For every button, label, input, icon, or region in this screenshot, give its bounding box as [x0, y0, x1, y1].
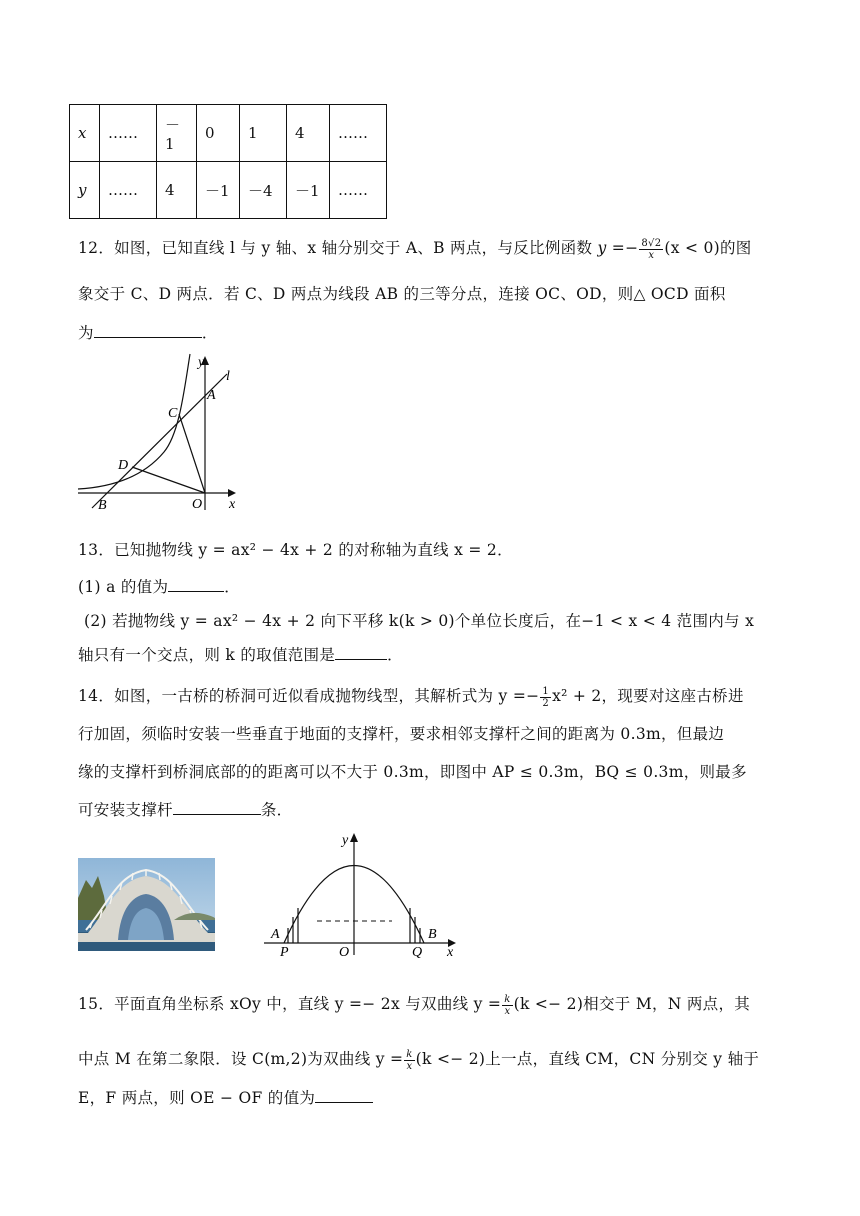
q15-text: 中点 M 在第二象限．设 C(m,2)为双曲线 y = [78, 1050, 404, 1068]
label-o: O [192, 497, 203, 512]
label-a: A [207, 388, 216, 403]
label-y: y [198, 355, 205, 370]
segment-oc [179, 414, 205, 493]
q15-line2 [78, 1047, 759, 1072]
table-cell: …… [330, 105, 387, 162]
table-cell: 0 [197, 105, 240, 162]
q13-part2-line1: (2) 若抛物线 y = ax² − 4x + 2 向下平移 k(k > 0)个单位长度后，在−1 < x < 4 范围内与 x [84, 612, 755, 630]
label-y: y [342, 833, 349, 848]
q14-text: x² + 2，现要对这座古桥进 [552, 687, 744, 705]
q13-text: (1) a 的值为 [78, 578, 169, 596]
label-d: D [118, 458, 129, 473]
table-cell: …… [100, 105, 157, 162]
q15-text: E，F 两点，则 OE − OF 的值为 [78, 1089, 316, 1107]
q12-line3 [78, 321, 218, 343]
q15-text: (k <− 2)上一点，直线 CM，CN 分别交 y 轴于 [415, 1050, 760, 1068]
answer-blank[interactable] [94, 323, 202, 338]
x-axis-arrow [228, 489, 236, 497]
q12-text: 12．如图，已知直线 l 与 y 轴、x 轴分别交于 A、B 两点，与反比例函数 [78, 239, 593, 257]
q13-part1 [78, 575, 240, 597]
q15-line3 [78, 1086, 373, 1108]
q13-text: ． [224, 578, 241, 596]
label-q: Q [412, 945, 423, 960]
q14-fraction [540, 686, 551, 709]
label-b: B [98, 498, 107, 513]
answer-blank[interactable] [168, 577, 224, 592]
q14-text: 条． [260, 801, 293, 819]
table-header-x: x [70, 105, 100, 162]
q14-line2: 行加固，须临时安装一些垂直于地面的支撑杆，要求相邻支撑杆之间的距离为 0.3m，但最边 [78, 725, 725, 743]
q13-text: ． [387, 646, 403, 664]
table-row-x [70, 105, 387, 162]
label-x: x [229, 497, 236, 512]
q15-text: (k <− 2)相交于 M，N 两点，其 [513, 995, 751, 1013]
table-cell: －1 [157, 105, 197, 162]
table-cell: 4 [157, 162, 197, 219]
answer-blank[interactable] [335, 645, 387, 660]
q12-function: y =− [597, 239, 639, 257]
hyperbola-curve [78, 354, 190, 489]
q14-line3: 缘的支撑杆到桥洞底部的的距离可以不大于 0.3m，即图中 AP ≤ 0.3m，BQ ≤ 0.3m，则最多 [78, 763, 747, 781]
q12-frac-num: 8√2 [641, 237, 662, 249]
q15-frac-den: x [406, 1060, 413, 1072]
q12-text: 为 [78, 324, 94, 342]
q12-func-suffix: (x < 0)的图 [664, 239, 752, 257]
answer-blank[interactable] [315, 1088, 373, 1103]
q15-fraction [502, 994, 512, 1017]
y-axis-arrow [350, 833, 358, 842]
q15-fraction [404, 1049, 414, 1072]
q13-line1: 13．已知抛物线 y = ax² − 4x + 2 的对称轴为直线 x = 2． [78, 541, 513, 559]
table-cell: 1 [240, 105, 287, 162]
table-cell: －4 [240, 162, 287, 219]
q13-text: 轴只有一个交点，则 k 的取值范围是 [78, 646, 336, 664]
q15-frac-num: k [406, 1048, 413, 1060]
q14-frac-den: 2 [542, 697, 550, 709]
q14-text: 可安装支撑杆 [78, 801, 173, 819]
q12-fraction [639, 238, 663, 261]
q15-line1 [78, 992, 750, 1017]
q12-line1 [78, 236, 752, 261]
table-cell: －1 [287, 162, 330, 219]
q15-frac-den: x [504, 1005, 511, 1017]
answer-blank[interactable] [173, 800, 261, 815]
q14-figure [262, 828, 462, 962]
q12-figure [74, 352, 244, 514]
label-p: P [280, 945, 289, 960]
label-a: A [271, 927, 280, 942]
table-cell: －1 [197, 162, 240, 219]
label-o: O [339, 945, 350, 960]
q14-text: 14．如图，一古桥的桥洞可近似看成抛物线型，其解析式为 y =− [78, 687, 540, 705]
q12-line2: 象交于 C、D 两点．若 C、D 两点为线段 AB 的三等分点，连接 OC、OD，则△ OCD 面积 [78, 285, 726, 303]
table-header-y: y [70, 162, 100, 219]
table-cell: …… [100, 162, 157, 219]
q14-frac-num: 1 [542, 685, 550, 697]
q12-text: ． [201, 324, 218, 342]
q12-frac-den: x [648, 249, 655, 261]
table-cell: 4 [287, 105, 330, 162]
q13-part2-line2 [78, 643, 403, 665]
q14-line1 [78, 684, 744, 709]
q14-line4 [78, 798, 292, 820]
table-cell: …… [330, 162, 387, 219]
label-l: l [226, 369, 230, 384]
segment-od [132, 467, 205, 493]
xy-value-table [69, 104, 387, 219]
label-x: x [447, 945, 454, 960]
table-row-y [70, 162, 387, 219]
q15-frac-num: k [504, 993, 511, 1005]
label-c: C [168, 406, 178, 421]
q15-text: 15．平面直角坐标系 xOy 中，直线 y =− 2x 与双曲线 y = [78, 995, 502, 1013]
label-b: B [428, 927, 437, 942]
bridge-photo [78, 858, 215, 951]
